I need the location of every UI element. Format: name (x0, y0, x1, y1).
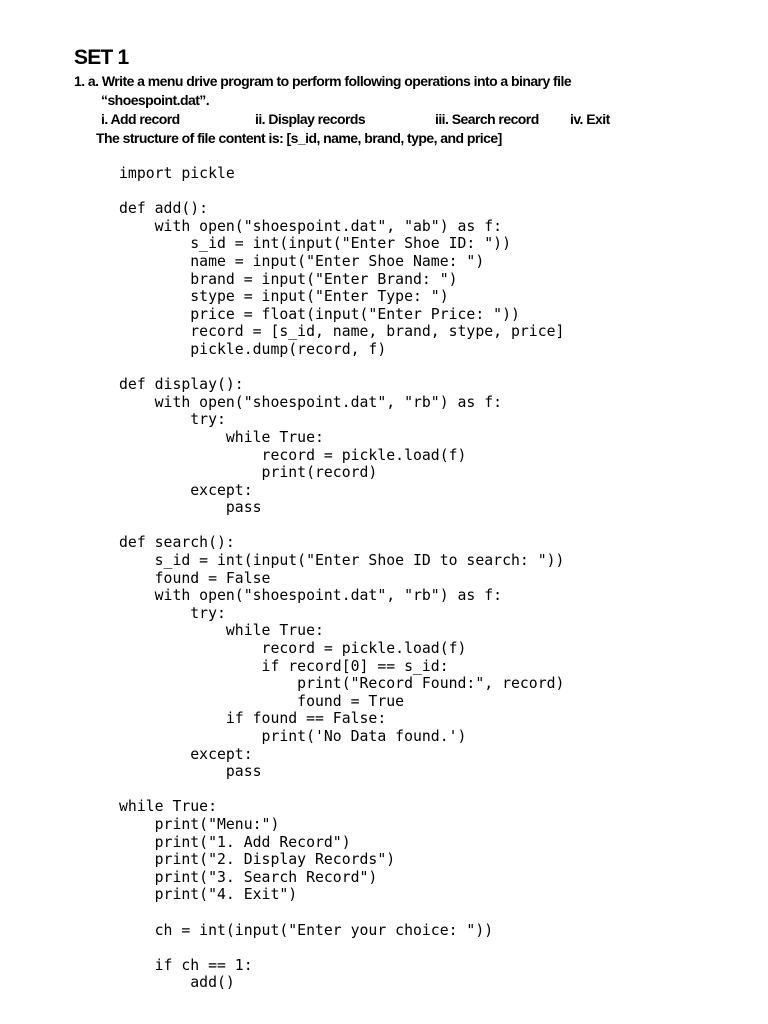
question-line-2: “shoespoint.dat”. (101, 92, 210, 108)
code-line: stype = input("Enter Type: ") (119, 288, 449, 306)
code-line: if record[0] == s_id: (119, 657, 449, 675)
code-line: pass (119, 763, 262, 781)
code-line: ch = int(input("Enter your choice: ")) (119, 921, 494, 939)
operation-exit: iv. Exit (570, 111, 610, 127)
code-line (119, 517, 564, 535)
code-line: print("2. Display Records") (119, 851, 396, 869)
code-line: add() (119, 974, 235, 992)
code-line (119, 904, 564, 922)
code-line: print("Record Found:", record) (119, 675, 565, 693)
code-line (119, 183, 564, 201)
code-line: record = [s_id, name, brand, stype, price] (119, 323, 565, 341)
code-line: with open("shoespoint.dat", "ab") as f: (119, 217, 503, 235)
code-line: print('No Data found.') (119, 728, 467, 745)
code-line: found = False (119, 569, 271, 587)
code-line: while True: (119, 428, 324, 446)
code-line: try: (119, 604, 226, 622)
code-line: print("4. Exit") (119, 886, 298, 904)
file-structure-line: The structure of file content is: [s_id, name, brand, type, and price] (96, 130, 502, 146)
code-line: def display(): (119, 376, 244, 394)
code-listing (119, 165, 564, 992)
code-line: if ch == 1: (119, 956, 253, 974)
code-line: if found == False: (119, 710, 387, 728)
code-line: def search(): (119, 534, 235, 552)
question-line-1: 1. a. Write a menu drive program to perform following operations into a binary file (74, 73, 572, 89)
code-line: pass (119, 499, 262, 517)
code-line: record = pickle.load(f) (119, 640, 467, 658)
operation-search-record: iii. Search record (435, 111, 539, 127)
code-line: print("3. Search Record") (119, 868, 378, 886)
code-line: except: (119, 481, 253, 499)
code-line: record = pickle.load(f) (119, 446, 467, 464)
code-line: s_id = int(input("Enter Shoe ID: ")) (119, 235, 511, 253)
code-line: with open("shoespoint.dat", "rb") as f: (119, 393, 503, 411)
code-line: with open("shoespoint.dat", "rb") as f: (119, 587, 503, 605)
code-line: found = True (119, 692, 405, 710)
code-line: import pickle (119, 165, 235, 182)
set-title: SET 1 (74, 46, 129, 69)
code-line (119, 781, 564, 799)
code-line: pickle.dump(record, f) (119, 340, 387, 358)
code-line: s_id = int(input("Enter Shoe ID to search: ")) (119, 552, 565, 570)
code-line: print("1. Add Record") (119, 833, 351, 851)
code-line: def add(): (119, 200, 209, 218)
operation-display-records: ii. Display records (255, 111, 366, 127)
code-line: try: (119, 411, 226, 429)
code-line: except: (119, 745, 253, 763)
code-line (119, 359, 564, 377)
code-line: name = input("Enter Shoe Name: ") (119, 252, 485, 270)
code-line: while True: (119, 798, 217, 816)
code-line: print("Menu:") (119, 815, 280, 833)
operation-add-record: i. Add record (101, 111, 180, 127)
code-line: print(record) (119, 464, 378, 482)
code-line: price = float(input("Enter Price: ")) (119, 305, 520, 323)
code-line: brand = input("Enter Brand: ") (119, 270, 458, 288)
code-line (119, 939, 564, 957)
code-line: while True: (119, 622, 324, 640)
